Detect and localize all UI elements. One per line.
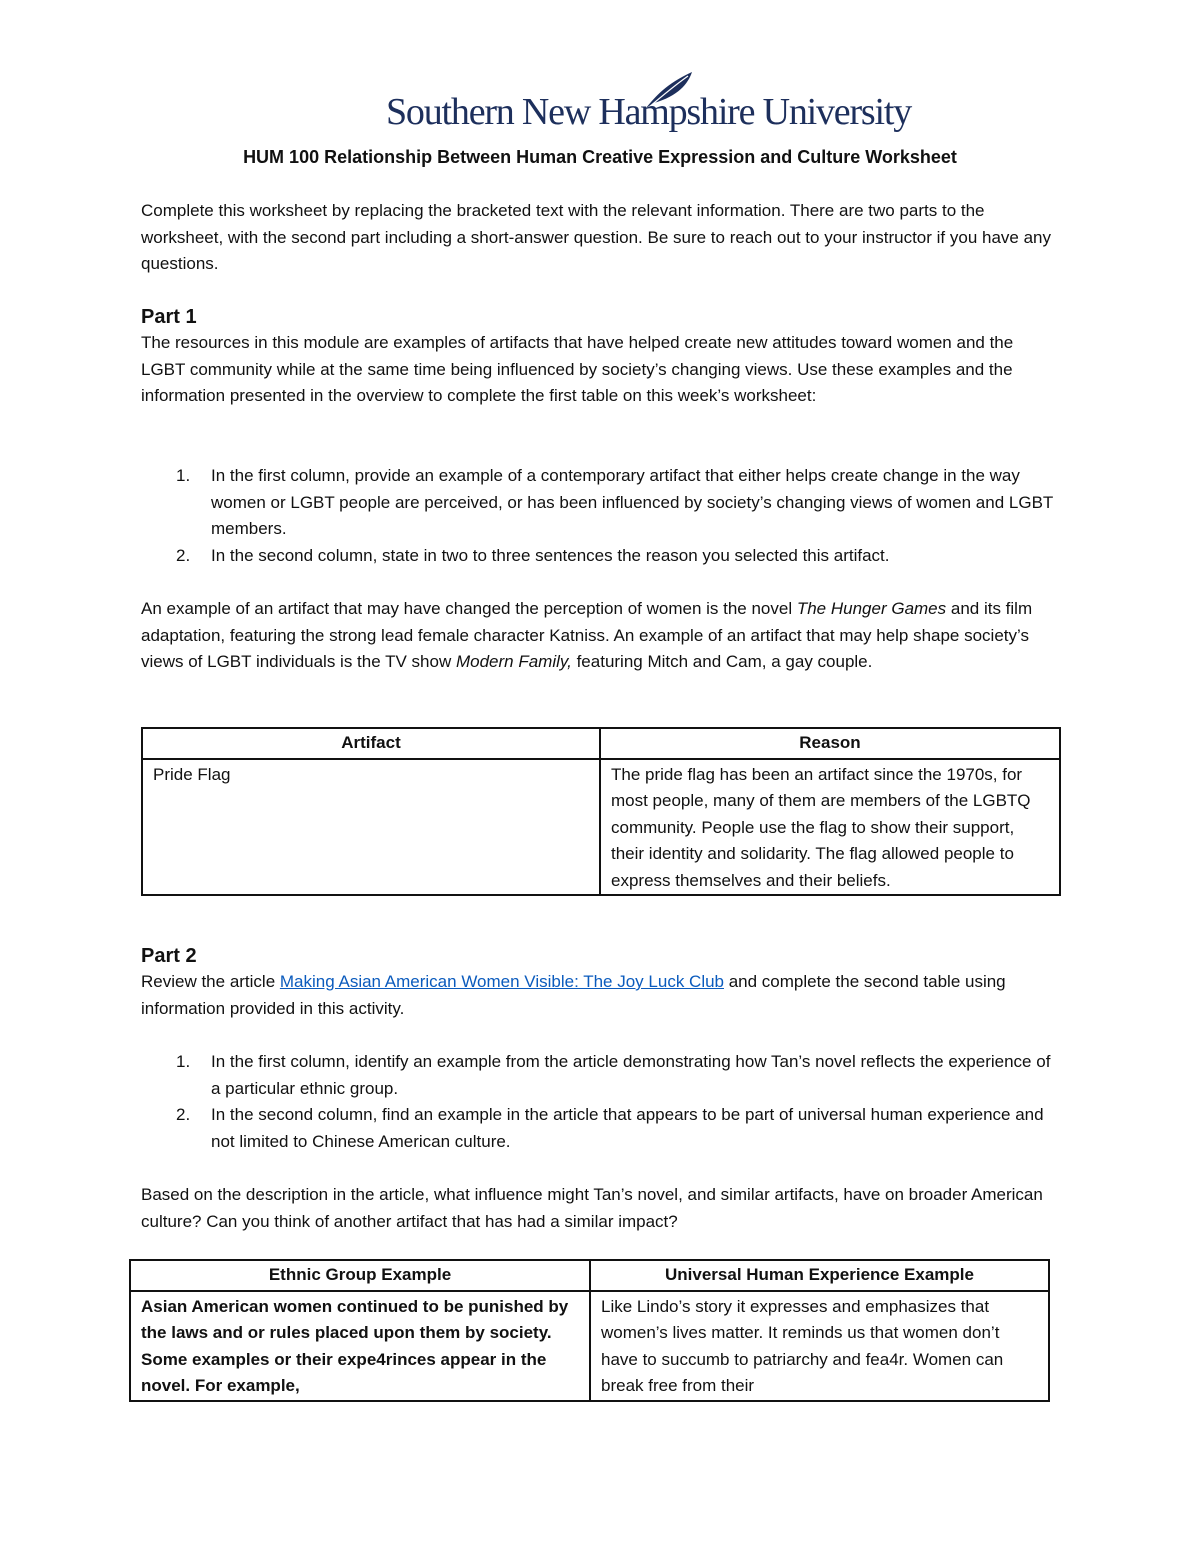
intro-paragraph [141, 198, 1061, 278]
article-link[interactable]: Making Asian American Women Visible: The Joy Luck Club [279, 972, 724, 991]
part1-step [141, 463, 1061, 543]
step-text: In the first column, identify an example from the article demonstrating how Tan’s novel reflects the experience of a particular ethnic group. [211, 1052, 1051, 1098]
table-header-row [142, 728, 1060, 759]
reason-cell: The pride flag has been an artifact since the 1970s, for most people, many of them are members of the LGBTQ community. People use the flag to show their support, their identity and solidarity. The flag allowed people to express themselves and their beliefs. [600, 759, 1060, 896]
artifact-cell: Pride Flag [142, 759, 600, 896]
table-header-row [130, 1260, 1049, 1291]
example-text: featuring Mitch and Cam, a gay couple. [571, 652, 873, 671]
part1-steps [141, 463, 1061, 569]
part2-heading: Part 2 [141, 945, 197, 967]
part1-heading: Part 1 [141, 306, 197, 328]
example-paragraph [141, 596, 1061, 676]
example-title-hunger-games: The Hunger Games [796, 599, 947, 618]
part1-step [141, 543, 1061, 570]
part1-paragraph: The resources in this module are examples of artifacts that have helped create new attitudes toward women and the LGBT community while at the same time being influenced by society’s changing views. Use these examples and the information presented in the overview to complete the first table on this week’s worksheet: [141, 333, 1014, 405]
step-text: In the second column, state in two to three sentences the reason you selected this artifact. [211, 545, 890, 565]
step-number: 2. [176, 1105, 191, 1124]
culture-table [129, 1259, 1050, 1402]
step-number: 2. [176, 545, 191, 565]
part2-step [141, 1049, 1061, 1102]
step-text: In the second column, find an example in the article that appears to be part of universal human experience and not limited to Chinese American culture. [211, 1105, 1044, 1151]
review-text: and complete the second table using information provided in this activity. [141, 972, 1006, 1018]
column-header-ethnic-group: Ethnic Group Example [130, 1260, 590, 1291]
example-text: and its film adaptation, featuring the strong lead female character Katniss. An example of an artifact that may help shape society’s views of LGBT individuals is the TV show [141, 599, 1033, 671]
step-number: 1. [176, 466, 191, 485]
example-text: An example of an artifact that may have changed the perception of women is the novel [141, 599, 797, 618]
part2-question [141, 1182, 1061, 1235]
university-logo [386, 70, 912, 136]
part2-step [141, 1102, 1061, 1155]
part1-section [141, 304, 1061, 410]
universal-experience-cell: Like Lindo’s story it expresses and emphasizes that women’s lives matter. It reminds us that women don’t have to succumb to patriarchy and fea4r. Women can break free from their [590, 1291, 1049, 1401]
part2-section [141, 943, 1061, 1022]
column-header-universal-experience: Universal Human Experience Example [590, 1260, 1049, 1291]
part1-example [141, 596, 1061, 676]
question-text: Based on the description in the article, what influence might Tan’s novel, and similar artifacts, have on broader American culture? Can you think of another artifact that has had a similar impact? [141, 1185, 1043, 1231]
step-text: In the first column, provide an example of a contemporary artifact that either helps create change in the way women or LGBT people are perceived, or has been influenced by society’s changing views of women and LGBT members. [211, 466, 1053, 538]
intro-text: Complete this worksheet by replacing the bracketed text with the relevant information. There are two parts to the worksheet, with the second part including a short-answer question. Be sure to reach out to your instructor if you have any questions. [141, 201, 1051, 273]
logo-wordmark: Southern New Hampshire University [386, 91, 912, 133]
example-title-modern-family: Modern Family, [455, 652, 572, 671]
column-header-reason: Reason [600, 728, 1060, 759]
review-text: Review the article [141, 972, 280, 991]
artifact-table [141, 727, 1061, 896]
part2-review-paragraph [141, 969, 1061, 1022]
part2-steps [141, 1049, 1061, 1155]
worksheet-title: HUM 100 Relationship Between Human Creative Expression and Culture Worksheet [243, 147, 957, 167]
column-header-artifact: Artifact [142, 728, 600, 759]
step-number: 1. [176, 1052, 191, 1071]
table-row [142, 759, 1060, 896]
table-row [130, 1291, 1049, 1401]
ethnic-group-cell: Asian American women continued to be punished by the laws and or rules placed upon them by society. Some examples or their expe4rinces appear in the novel. For example, [130, 1291, 590, 1401]
